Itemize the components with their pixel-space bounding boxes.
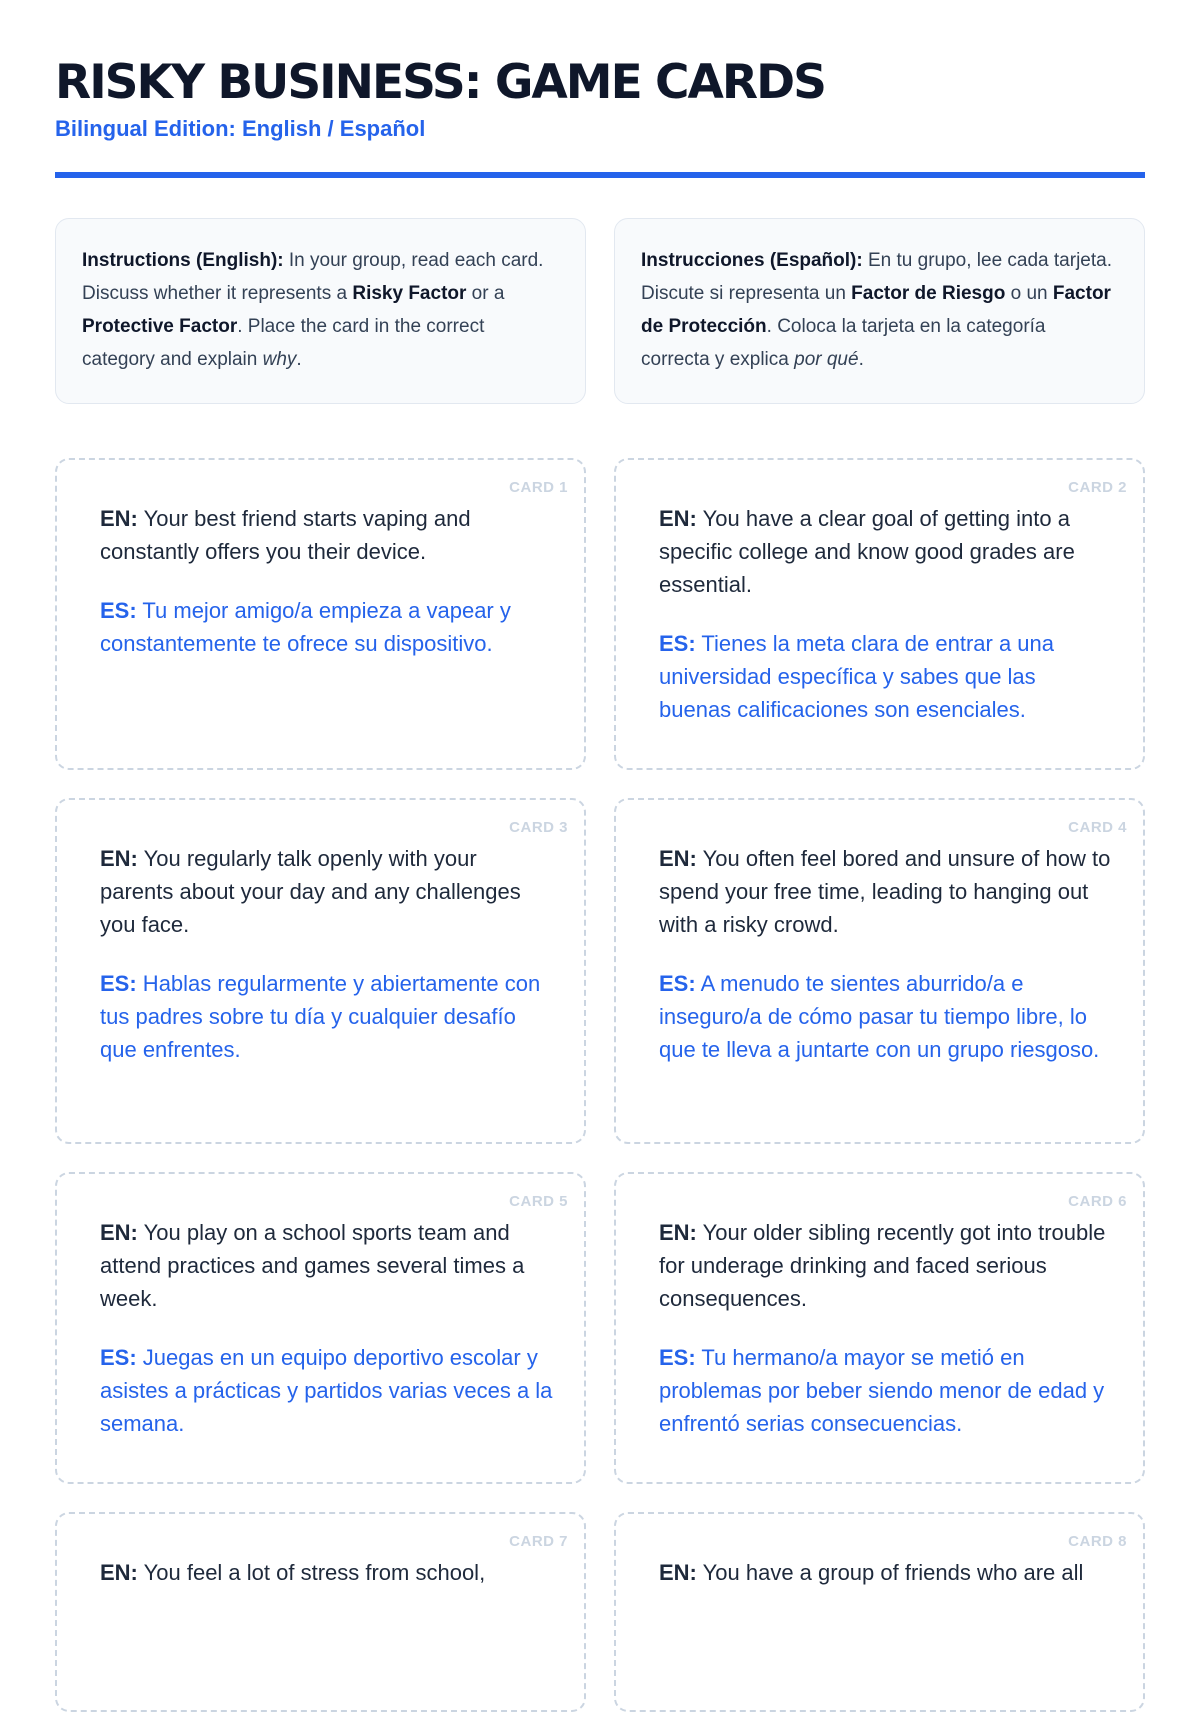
es-prefix: ES: <box>659 1345 696 1370</box>
card-number: CARD 6 <box>1068 1193 1127 1210</box>
en-prefix: EN: <box>100 846 138 871</box>
instructions-label: Instructions (English): <box>82 250 284 271</box>
card-text-spanish <box>659 627 1113 726</box>
title-divider <box>55 172 1145 178</box>
en-text: Your older sibling recently got into trouble for underage drinking and faced serious consequences. <box>659 1220 1106 1311</box>
card-number: CARD 7 <box>509 1533 568 1550</box>
card-text-spanish <box>100 594 554 660</box>
en-prefix: EN: <box>100 1560 138 1585</box>
card-text-english <box>659 1216 1113 1315</box>
instructions-section <box>55 218 1145 404</box>
es-text: Tu mejor amigo/a empieza a vapear y constantemente te ofrece su dispositivo. <box>100 598 511 656</box>
en-prefix: EN: <box>659 506 697 531</box>
en-prefix: EN: <box>100 506 138 531</box>
card-text-spanish <box>659 967 1113 1066</box>
es-prefix: ES: <box>659 631 696 656</box>
card-text-spanish <box>100 1341 554 1440</box>
es-prefix: ES: <box>100 598 137 623</box>
game-card-6[interactable] <box>614 1172 1145 1484</box>
instructions-label: Instrucciones (Español): <box>641 250 863 271</box>
card-text-spanish <box>659 1341 1113 1440</box>
es-text: Tienes la meta clara de entrar a una universidad específica y sabes que las buenas calificaciones son esenciales. <box>659 631 1055 722</box>
es-text: A menudo te sientes aburrido/a e inseguro/a de cómo pasar tu tiempo libre, lo que te lleva a juntarte con un grupo riesgoso. <box>659 971 1100 1062</box>
page-title: RISKY BUSINESS: GAME CARDS <box>55 55 825 110</box>
instructions-english <box>55 218 586 404</box>
protective-factor-term: Factor de Protección <box>641 283 1111 337</box>
card-grid <box>55 458 1145 1712</box>
why-term: por qué <box>794 349 859 370</box>
card-number: CARD 3 <box>509 819 568 836</box>
risky-factor-term: Risky Factor <box>352 283 467 304</box>
card-text-english <box>100 842 554 941</box>
game-card-7[interactable] <box>55 1512 586 1712</box>
risky-factor-term: Factor de Riesgo <box>851 283 1006 304</box>
game-card-8[interactable] <box>614 1512 1145 1712</box>
instructions-text: En tu grupo, lee cada tarjeta. Discute si representa un <box>641 250 1112 304</box>
instructions-spanish <box>614 218 1145 404</box>
instructions-text: . <box>296 349 302 370</box>
page-subtitle: Bilingual Edition: English / Español <box>55 116 426 141</box>
es-text: Tu hermano/a mayor se metió en problemas por beber siendo menor de edad y enfrentó serias consecuencias. <box>659 1345 1105 1436</box>
card-text-english <box>100 1556 554 1589</box>
protective-factor-term: Protective Factor <box>82 316 238 337</box>
instructions-text: or a <box>466 283 505 304</box>
es-text: Hablas regularmente y abiertamente con tus padres sobre tu día y cualquier desafío que enfrentes. <box>100 971 541 1062</box>
card-number: CARD 8 <box>1068 1533 1127 1550</box>
en-prefix: EN: <box>659 1220 697 1245</box>
game-card-3[interactable] <box>55 798 586 1144</box>
en-text: Your best friend starts vaping and constantly offers you their device. <box>100 506 471 564</box>
en-text: You have a clear goal of getting into a specific college and know good grades are essential. <box>659 506 1075 597</box>
game-card-2[interactable] <box>614 458 1145 770</box>
card-text-english <box>100 1216 554 1315</box>
card-text-spanish <box>100 967 554 1066</box>
en-text: You feel a lot of stress from school, <box>137 1560 486 1585</box>
instructions-text: In your group, read each card. Discuss whether it represents a <box>82 250 544 304</box>
es-prefix: ES: <box>100 971 137 996</box>
en-text: You have a group of friends who are all <box>696 1560 1084 1585</box>
en-prefix: EN: <box>659 846 697 871</box>
en-text: You often feel bored and unsure of how to spend your free time, leading to hanging out with a risky crowd. <box>659 846 1111 937</box>
instructions-text: o un <box>1005 283 1053 304</box>
game-card-5[interactable] <box>55 1172 586 1484</box>
card-text-english <box>100 502 554 568</box>
es-prefix: ES: <box>100 1345 137 1370</box>
en-prefix: EN: <box>659 1560 697 1585</box>
card-number: CARD 4 <box>1068 819 1127 836</box>
es-text: Juegas en un equipo deportivo escolar y asistes a prácticas y partidos varias veces a la semana. <box>100 1345 553 1436</box>
en-prefix: EN: <box>100 1220 138 1245</box>
en-text: You play on a school sports team and attend practices and games several times a week. <box>100 1220 525 1311</box>
en-text: You regularly talk openly with your parents about your day and any challenges you face. <box>100 846 521 937</box>
instructions-text: . Place the card in the correct category and explain <box>82 316 485 370</box>
why-term: why <box>262 349 297 370</box>
card-text-english <box>659 502 1113 601</box>
game-card-1[interactable] <box>55 458 586 770</box>
es-prefix: ES: <box>659 971 696 996</box>
card-number: CARD 1 <box>509 479 568 496</box>
card-number: CARD 5 <box>509 1193 568 1210</box>
game-card-4[interactable] <box>614 798 1145 1144</box>
card-number: CARD 2 <box>1068 479 1127 496</box>
instructions-text: . <box>858 349 864 370</box>
card-text-english <box>659 842 1113 941</box>
card-text-english <box>659 1556 1113 1589</box>
instructions-text: . Coloca la tarjeta en la categoría correcta y explica <box>641 316 1046 370</box>
